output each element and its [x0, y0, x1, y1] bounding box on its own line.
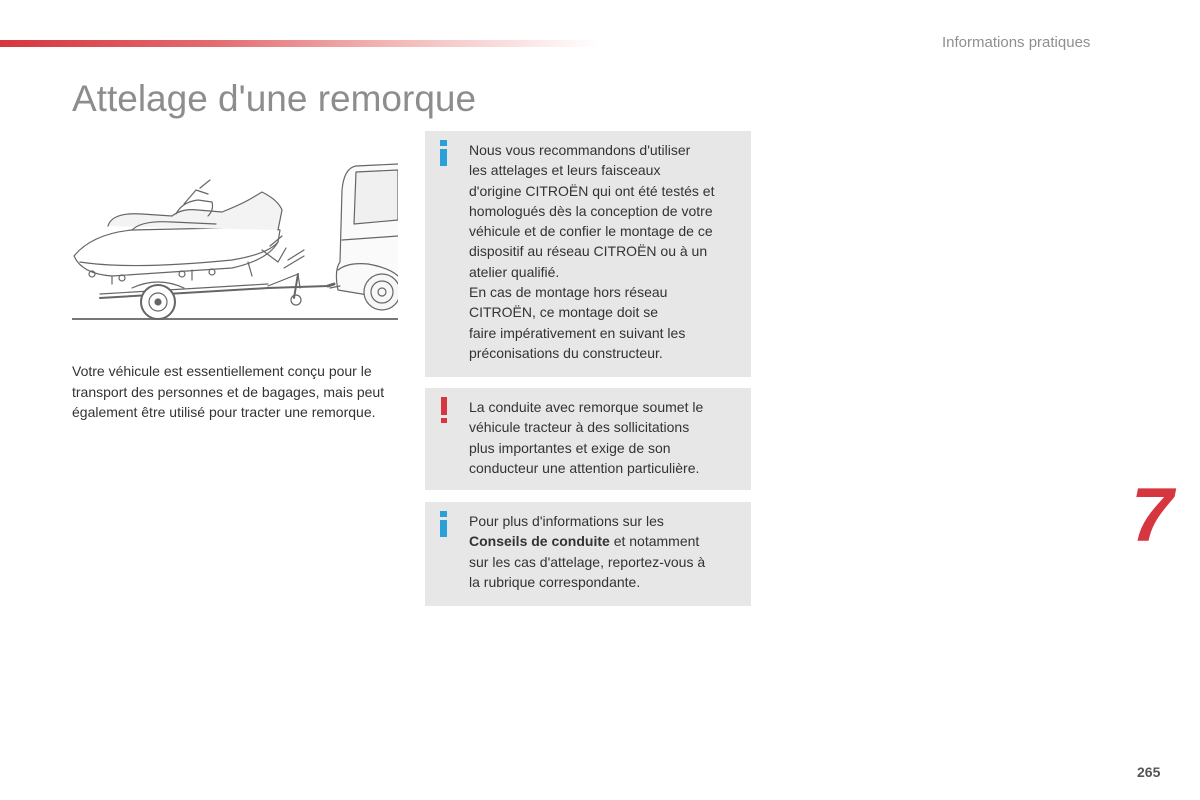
- note-line: d'origine CITROËN qui ont été testés et: [469, 182, 715, 199]
- note-line: CITROËN, ce montage doit se: [469, 304, 659, 321]
- note-line: homologués dès la conception de votre: [469, 202, 713, 219]
- info-note-driving-advice: [425, 502, 751, 606]
- info-icon: [437, 511, 451, 537]
- note-line: [469, 531, 741, 551]
- note-line: les attelages et leurs faisceaux: [469, 162, 661, 179]
- note-line: Nous vous recommandons d'utiliser: [469, 142, 691, 158]
- note-line: Pour plus d'informations sur les: [469, 513, 664, 529]
- note-line: En cas de montage hors réseau: [469, 284, 668, 301]
- note-line: véhicule tracteur à des sollicitations: [469, 419, 690, 436]
- note-line: sur les cas d'attelage, reportez-vous à: [469, 553, 706, 570]
- page-title: Attelage d'une remorque: [72, 78, 477, 119]
- note-line-rest: et notamment: [609, 533, 700, 550]
- jet-ski-trailer-illustration: [72, 150, 398, 330]
- warning-icon: [437, 397, 451, 423]
- note-line: préconisations du constructeur.: [469, 344, 663, 361]
- note-line: la rubrique correspondante.: [469, 573, 641, 590]
- info-note-recommendation: [425, 131, 751, 377]
- info-icon: [437, 140, 451, 166]
- page-number: 265: [1137, 764, 1161, 780]
- note-line: véhicule et de confier le montage de ce: [469, 223, 713, 240]
- note-line: conducteur une attention particulière.: [469, 459, 700, 476]
- chapter-number: 7: [1131, 473, 1174, 558]
- note-line: La conduite avec remorque soumet le: [469, 399, 704, 415]
- warning-note-towing: [425, 388, 751, 490]
- driving-advice-link-text: Conseils de conduite: [469, 533, 610, 550]
- header-accent-bar: [0, 40, 600, 47]
- note-line: atelier qualifié.: [469, 263, 560, 280]
- note-line: faire impérativement en suivant les: [469, 324, 686, 341]
- section-title: Informations pratiques: [942, 34, 1091, 51]
- intro-paragraph: Votre véhicule est essentiellement conçu pour le transport des personnes et de bagages, mais peut également être utilisé pour tracter une remorque.: [72, 363, 385, 420]
- note-line: dispositif au réseau CITROËN ou à un: [469, 243, 708, 260]
- note-line: plus importantes et exige de son: [469, 439, 671, 456]
